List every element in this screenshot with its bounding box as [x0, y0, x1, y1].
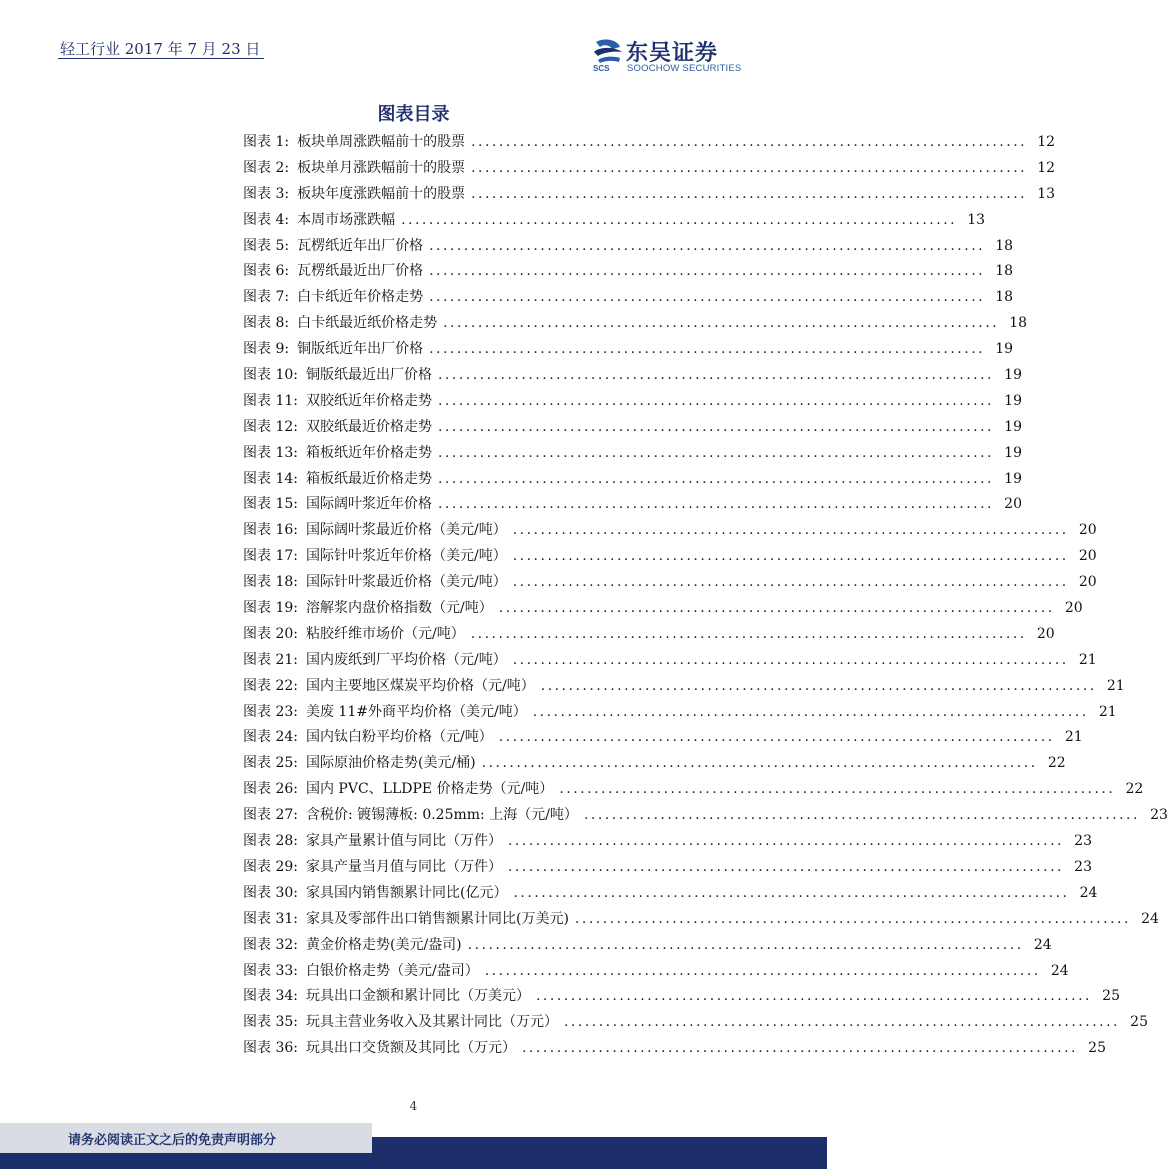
toc-entry[interactable]: [243, 596, 1083, 622]
toc-entry-label: 图表 11:: [243, 392, 298, 409]
toc-entry-page: 22: [1125, 781, 1144, 798]
toc-leader-dots: ................................................................................: [443, 315, 1000, 332]
toc-entry-page: 25: [1088, 1040, 1106, 1057]
toc-entry-title: 国际原油价格走势(美元/桶): [305, 755, 476, 772]
toc-leader-dots: ................................................................................: [513, 884, 1070, 901]
toc-leader-dots: ................................................................................: [429, 341, 986, 358]
logo-name-en: SOOCHOW SECURITIES: [627, 63, 742, 74]
toc-entry-label: 图表 1:: [243, 134, 290, 150]
toc-entry-title: 瓦楞纸近年出厂价格: [297, 237, 424, 254]
toc-leader-dots: ................................................................................: [481, 755, 1038, 772]
toc-entry-page: 20: [1004, 496, 1022, 513]
toc-entry[interactable]: [243, 156, 1056, 182]
toc-entry-page: 13: [967, 211, 986, 228]
toc-entry-title: 美废 11#外商平均价格（美元/吨）: [305, 703, 527, 720]
toc-entry-title: 国际阔叶浆最近价格（美元/吨）: [305, 522, 507, 539]
toc-entry-title: 板块年度涨跌幅前十的股票: [297, 185, 466, 202]
toc-entry[interactable]: [243, 622, 1055, 648]
toc-entry[interactable]: [243, 259, 1014, 285]
toc-entry-label: 图表 34:: [243, 988, 298, 1005]
toc-entry-label: 图表 20:: [243, 625, 298, 642]
toc-entry-page: 22: [1047, 755, 1066, 772]
toc-entry[interactable]: [243, 570, 1097, 596]
toc-entry[interactable]: [243, 855, 1092, 881]
toc-leader-dots: ................................................................................: [470, 625, 1027, 642]
toc-leader-dots: ................................................................................: [471, 185, 1028, 202]
toc-entry-page: 19: [1004, 392, 1022, 409]
toc-entry-label: 图表 25:: [243, 755, 298, 772]
toc-entry-label: 图表 22:: [243, 677, 298, 694]
toc-entry-page: 19: [1004, 418, 1022, 435]
logo-mark-text: SCS: [593, 64, 610, 73]
toc-entry-page: 21: [1078, 651, 1097, 668]
toc-entry[interactable]: [243, 907, 1159, 933]
toc-entry[interactable]: [243, 984, 1120, 1010]
toc-leader-dots: ................................................................................: [512, 548, 1069, 565]
footer-dark-bar-lower: [0, 1153, 372, 1169]
toc-leader-dots: ................................................................................: [532, 703, 1089, 720]
toc-entry-page: 24: [1050, 962, 1069, 979]
toc-entry-title: 玩具主营业务收入及其累计同比（万元）: [305, 1014, 558, 1031]
toc-entry-title: 家具国内销售额累计同比(亿元）: [305, 884, 508, 901]
scs-logo-icon: [592, 38, 624, 72]
toc-leader-dots: ................................................................................: [437, 496, 994, 513]
toc-leader-dots: ................................................................................: [437, 392, 994, 409]
toc-entry-page: 18: [995, 263, 1014, 280]
toc-leader-dots: ................................................................................: [563, 1014, 1120, 1031]
toc-entry-label: 图表 6:: [243, 263, 290, 280]
toc-entry[interactable]: [243, 492, 1022, 518]
logo-name-cn: 东吴证券: [626, 41, 719, 66]
disclaimer-notice: 请务必阅读正文之后的免责声明部分: [68, 1133, 277, 1148]
toc-entry-title: 国际阔叶浆近年价格: [305, 496, 432, 513]
toc-leader-dots: ................................................................................: [498, 600, 1055, 617]
toc-entry-label: 图表 10:: [243, 367, 298, 384]
toc-entry-label: 图表 2:: [243, 159, 290, 176]
toc-entry-label: 图表 4:: [243, 211, 290, 228]
toc-entry-title: 板块单周涨跌幅前十的股票: [297, 134, 466, 150]
toc-leader-dots: ................................................................................: [540, 677, 1097, 694]
toc-entry-title: 家具及零部件出口销售额累计同比(万美元): [305, 910, 569, 927]
toc-leader-dots: ................................................................................: [521, 1040, 1078, 1057]
toc-leader-dots: ................................................................................: [574, 910, 1131, 927]
toc-entry[interactable]: [243, 415, 1022, 441]
toc-leader-dots: ................................................................................: [437, 367, 994, 384]
toc-entry[interactable]: [243, 1036, 1106, 1062]
toc-entry-page: 20: [1036, 625, 1055, 642]
toc-entry[interactable]: [243, 881, 1098, 907]
toc-entry-title: 溶解浆内盘价格指数（元/吨）: [305, 600, 493, 617]
toc-entry-page: 25: [1102, 988, 1120, 1005]
toc-entry-label: 图表 29:: [243, 858, 298, 875]
toc-entry[interactable]: [243, 234, 1014, 260]
toc-entry-title: 白卡纸近年价格走势: [297, 289, 424, 306]
toc-entry-title: 国内 PVC、LLDPE 价格走势（元/吨）: [305, 781, 554, 798]
toc-entry-page: 20: [1064, 600, 1083, 617]
toc-entry[interactable]: [243, 363, 1022, 389]
toc-entry[interactable]: [243, 803, 1168, 829]
toc-entry-label: 图表 3:: [243, 185, 290, 202]
toc-entry[interactable]: [243, 467, 1022, 493]
toc-entry-title: 玩具出口金额和累计同比（万美元）: [305, 988, 530, 1005]
toc-entry-label: 图表 33:: [243, 962, 298, 979]
company-logo: [592, 38, 768, 78]
toc-entry[interactable]: [243, 829, 1092, 855]
toc-entry-page: 19: [1004, 367, 1022, 384]
toc-leader-dots: ................................................................................: [507, 833, 1064, 850]
toc-leader-dots: ................................................................................: [512, 651, 1069, 668]
toc-entry-label: 图表 9:: [243, 341, 290, 358]
toc-entry-page: 19: [1004, 444, 1022, 461]
toc-entry[interactable]: [243, 751, 1066, 777]
toc-entry-title: 国内主要地区煤炭平均价格（元/吨）: [305, 677, 535, 694]
toc-entry[interactable]: [243, 130, 1056, 156]
toc-entry-title: 白卡纸最近纸价格走势: [297, 315, 438, 332]
page-number: 4: [409, 1099, 418, 1113]
toc-entry-page: 13: [1037, 185, 1056, 202]
toc-entry[interactable]: [243, 674, 1125, 700]
toc-entry-title: 玩具出口交货额及其同比（万元）: [305, 1040, 516, 1057]
toc-list: [243, 130, 1168, 1062]
toc-entry-title: 铜版纸最近出厂价格: [305, 367, 432, 384]
toc-leader-dots: ................................................................................: [437, 444, 994, 461]
toc-entry-label: 图表 14:: [243, 470, 298, 487]
toc-entry-title: 家具产量累计值与同比（万件）: [305, 833, 502, 850]
toc-leader-dots: ................................................................................: [437, 418, 994, 435]
toc-entry-title: 双胶纸最近价格走势: [305, 418, 432, 435]
toc-entry[interactable]: [243, 311, 1028, 337]
toc-entry-label: 图表 27:: [243, 807, 298, 824]
toc-entry-page: 21: [1098, 703, 1117, 720]
toc-entry-page: 24: [1079, 884, 1098, 901]
toc-entry-label: 图表 30:: [243, 884, 298, 901]
toc-entry-label: 图表 16:: [243, 522, 298, 539]
toc-entry-page: 20: [1078, 522, 1097, 539]
toc-entry-title: 含税价: 镀锡薄板: 0.25mm: 上海（元/吨）: [305, 807, 578, 824]
toc-entry-page: 23: [1150, 807, 1168, 824]
toc-entry-page: 12: [1037, 159, 1056, 176]
toc-entry[interactable]: [243, 208, 986, 234]
toc-entry-title: 国际针叶浆近年价格（美元/吨）: [305, 548, 507, 565]
toc-entry-page: 25: [1130, 1014, 1148, 1031]
toc-entry-page: 24: [1141, 910, 1159, 927]
toc-entry-page: 18: [995, 237, 1014, 254]
toc-entry-page: 20: [1078, 574, 1097, 591]
toc-leader-dots: ................................................................................: [583, 807, 1140, 824]
toc-entry-label: 图表 23:: [243, 703, 298, 720]
toc-entry-label: 图表 32:: [243, 936, 298, 953]
toc-entry[interactable]: [243, 648, 1097, 674]
report-date-line: 轻工行业 2017 年 7 月 23 日: [60, 40, 261, 58]
toc-entry-title: 国内钛白粉平均价格（元/吨）: [305, 729, 493, 746]
toc-leader-dots: ................................................................................: [535, 988, 1092, 1005]
toc-entry-title: 国内废纸到厂平均价格（元/吨）: [305, 651, 507, 668]
toc-entry-label: 图表 26:: [243, 781, 298, 798]
toc-entry-label: 图表 36:: [243, 1040, 298, 1057]
toc-entry-title: 板块单月涨跌幅前十的股票: [297, 159, 466, 176]
toc-entry-page: 21: [1064, 729, 1083, 746]
toc-entry-title: 白银价格走势（美元/盎司）: [305, 962, 479, 979]
toc-entry-label: 图表 8:: [243, 315, 290, 332]
toc-entry-label: 图表 18:: [243, 574, 298, 591]
toc-entry-label: 图表 5:: [243, 237, 290, 254]
toc-entry-page: 18: [995, 289, 1014, 306]
toc-leader-dots: ................................................................................: [429, 237, 986, 254]
toc-entry[interactable]: [243, 1010, 1148, 1036]
footer-dark-bar: [372, 1137, 827, 1169]
toc-entry-label: 图表 24:: [243, 729, 298, 746]
toc-entry-title: 箱板纸最近价格走势: [305, 470, 432, 487]
toc-leader-dots: ................................................................................: [471, 134, 1028, 150]
toc-entry[interactable]: [243, 285, 1014, 311]
toc-entry[interactable]: [243, 441, 1022, 467]
toc-leader-dots: ................................................................................: [484, 962, 1041, 979]
toc-entry-page: 20: [1078, 548, 1097, 565]
toc-entry-title: 国际针叶浆最近价格（美元/吨）: [305, 574, 507, 591]
toc-entry-page: 24: [1033, 936, 1052, 953]
toc-entry-title: 黄金价格走势(美元/盎司): [305, 936, 462, 953]
toc-entry-page: 21: [1106, 677, 1125, 694]
toc-entry[interactable]: [243, 182, 1056, 208]
toc-entry-label: 图表 21:: [243, 651, 298, 668]
toc-entry-label: 图表 7:: [243, 289, 290, 306]
toc-entry-title: 箱板纸近年价格走势: [305, 444, 432, 461]
toc-leader-dots: ................................................................................: [467, 936, 1024, 953]
toc-entry-title: 粘胶纤维市场价（元/吨）: [305, 625, 465, 642]
header-divider: [58, 58, 264, 59]
toc-entry-label: 图表 31:: [243, 910, 298, 927]
toc-entry-title: 家具产量当月值与同比（万件）: [305, 858, 502, 875]
toc-leader-dots: ................................................................................: [429, 263, 986, 280]
toc-entry-page: 19: [995, 341, 1014, 358]
toc-leader-dots: ................................................................................: [498, 729, 1055, 746]
toc-entry-page: 23: [1074, 833, 1092, 850]
toc-entry[interactable]: [243, 725, 1083, 751]
toc-entry[interactable]: [243, 959, 1069, 985]
toc-leader-dots: ................................................................................: [512, 522, 1069, 539]
toc-entry-page: 23: [1074, 858, 1092, 875]
toc-leader-dots: ................................................................................: [507, 858, 1064, 875]
toc-leader-dots: ................................................................................: [471, 159, 1028, 176]
toc-entry[interactable]: [243, 544, 1097, 570]
toc-leader-dots: ................................................................................: [559, 781, 1116, 798]
toc-entry-label: 图表 17:: [243, 548, 298, 565]
toc-entry-label: 图表 35:: [243, 1014, 298, 1031]
toc-entry-title: 瓦楞纸最近出厂价格: [297, 263, 424, 280]
toc-entry[interactable]: [243, 777, 1144, 803]
toc-entry-page: 18: [1009, 315, 1028, 332]
toc-entry-label: 图表 19:: [243, 600, 298, 617]
toc-entry-label: 图表 28:: [243, 833, 298, 850]
toc-entry-title: 本周市场涨跌幅: [297, 211, 396, 228]
toc-entry-label: 图表 15:: [243, 496, 298, 513]
toc-entry-label: 图表 13:: [243, 444, 298, 461]
toc-entry-page: 12: [1037, 134, 1056, 150]
toc-leader-dots: ................................................................................: [512, 574, 1069, 591]
toc-entry[interactable]: [243, 933, 1052, 959]
toc-entry-label: 图表 12:: [243, 418, 298, 435]
toc-entry[interactable]: [243, 518, 1097, 544]
toc-leader-dots: ................................................................................: [429, 289, 986, 306]
toc-entry[interactable]: [243, 337, 1014, 363]
toc-entry[interactable]: [243, 700, 1117, 726]
toc-title: 图表目录: [377, 104, 450, 125]
toc-entry-title: 双胶纸近年价格走势: [305, 392, 432, 409]
toc-leader-dots: ................................................................................: [401, 211, 958, 228]
toc-entry-title: 铜版纸近年出厂价格: [297, 341, 424, 358]
toc-entry-page: 19: [1004, 470, 1022, 487]
toc-entry[interactable]: [243, 389, 1022, 415]
toc-leader-dots: ................................................................................: [437, 470, 994, 487]
